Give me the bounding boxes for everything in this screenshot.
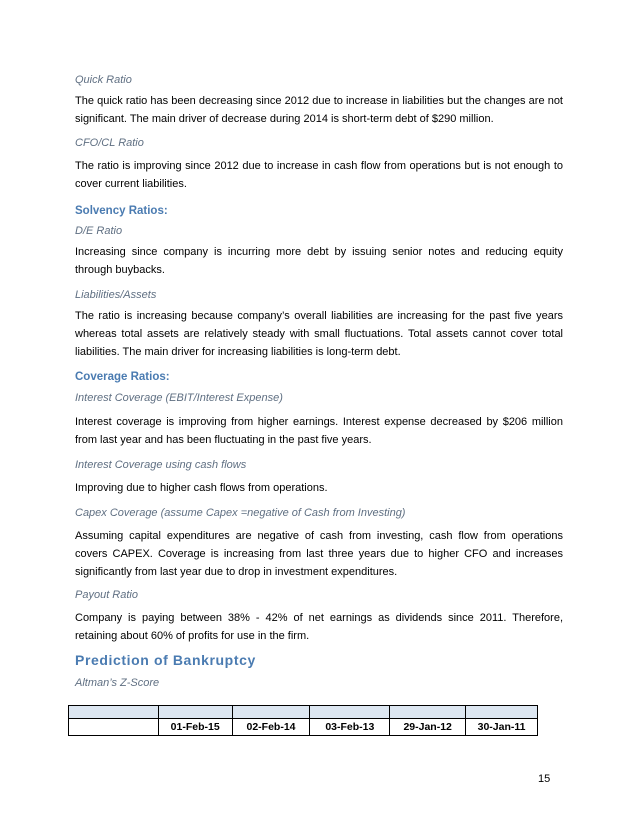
date-cell: 30-Jan-11 [466,719,538,736]
quick-ratio-text: The quick ratio has been decreasing since 2012 due to increase in liabilities but the changes are not significant. The main driver of decrease during 2014 is short-term debt of $290 million. [75,95,563,125]
date-cell: 02-Feb-14 [232,719,310,736]
date-cell: 29-Jan-12 [390,719,466,736]
cfo-cl-heading: CFO/CL Ratio [75,137,144,149]
table-cell [69,719,159,736]
table-cell [310,706,390,719]
payout-ratio-text: Company is paying between 38% - 42% of net earnings as dividends since 2011. Therefore, retaining about 60% of profits for use in the firm. [75,612,563,642]
coverage-ratios-heading: Coverage Ratios: [75,371,170,383]
de-ratio-heading: D/E Ratio [75,225,123,237]
interest-coverage-cf-heading: Interest Coverage using cash flows [75,459,247,471]
table-cell [390,706,466,719]
table-date-row [69,719,538,736]
payout-ratio-heading: Payout Ratio [75,589,138,601]
z-score-table [68,705,538,736]
table-cell [232,706,310,719]
cfo-cl-text: The ratio is improving since 2012 due to increase in cash flow from operations but is not enough to cover current liabilities. [75,160,563,190]
capex-coverage-text: Assuming capital expenditures are negative of cash from investing, cash flow from operations covers CAPEX. Coverage is increasing from last three years due to higher CFO and increases significantly from last year due to drop in investment expenditures. [75,530,563,578]
interest-coverage-text: Interest coverage is improving from higher earnings. Interest expense decreased by $206 million from last year and has been fluctuating in the past five years. [75,416,563,446]
table-cell [158,706,232,719]
de-ratio-text: Increasing since company is incurring more debt by issuing senior notes and reducing equity through buybacks. [75,246,563,276]
prediction-of-bankruptcy-heading: Prediction of Bankruptcy [75,652,256,668]
capex-coverage-heading: Capex Coverage (assume Capex =negative of Cash from Investing) [75,507,406,519]
altman-z-score-heading: Altman’s Z-Score [75,677,160,689]
date-cell: 01-Feb-15 [158,719,232,736]
date-cell: 03-Feb-13 [310,719,390,736]
solvency-ratios-heading: Solvency Ratios: [75,205,168,217]
table-cell [466,706,538,719]
liabilities-assets-text: The ratio is increasing because company’s overall liabilities are increasing for the past five years whereas total assets are relatively steady with small fluctuations. Total assets cannot cover total liabilities. The main driver for increasing liabilities is long-term debt. [75,310,563,358]
interest-coverage-heading: Interest Coverage (EBIT/Interest Expense) [75,392,283,404]
page-number: 15 [538,773,551,785]
interest-coverage-cf-text: Improving due to higher cash flows from operations. [75,482,328,494]
table-header-band [69,706,538,719]
quick-ratio-heading: Quick Ratio [75,74,132,86]
table-cell [69,706,159,719]
liabilities-assets-heading: Liabilities/Assets [75,289,157,301]
